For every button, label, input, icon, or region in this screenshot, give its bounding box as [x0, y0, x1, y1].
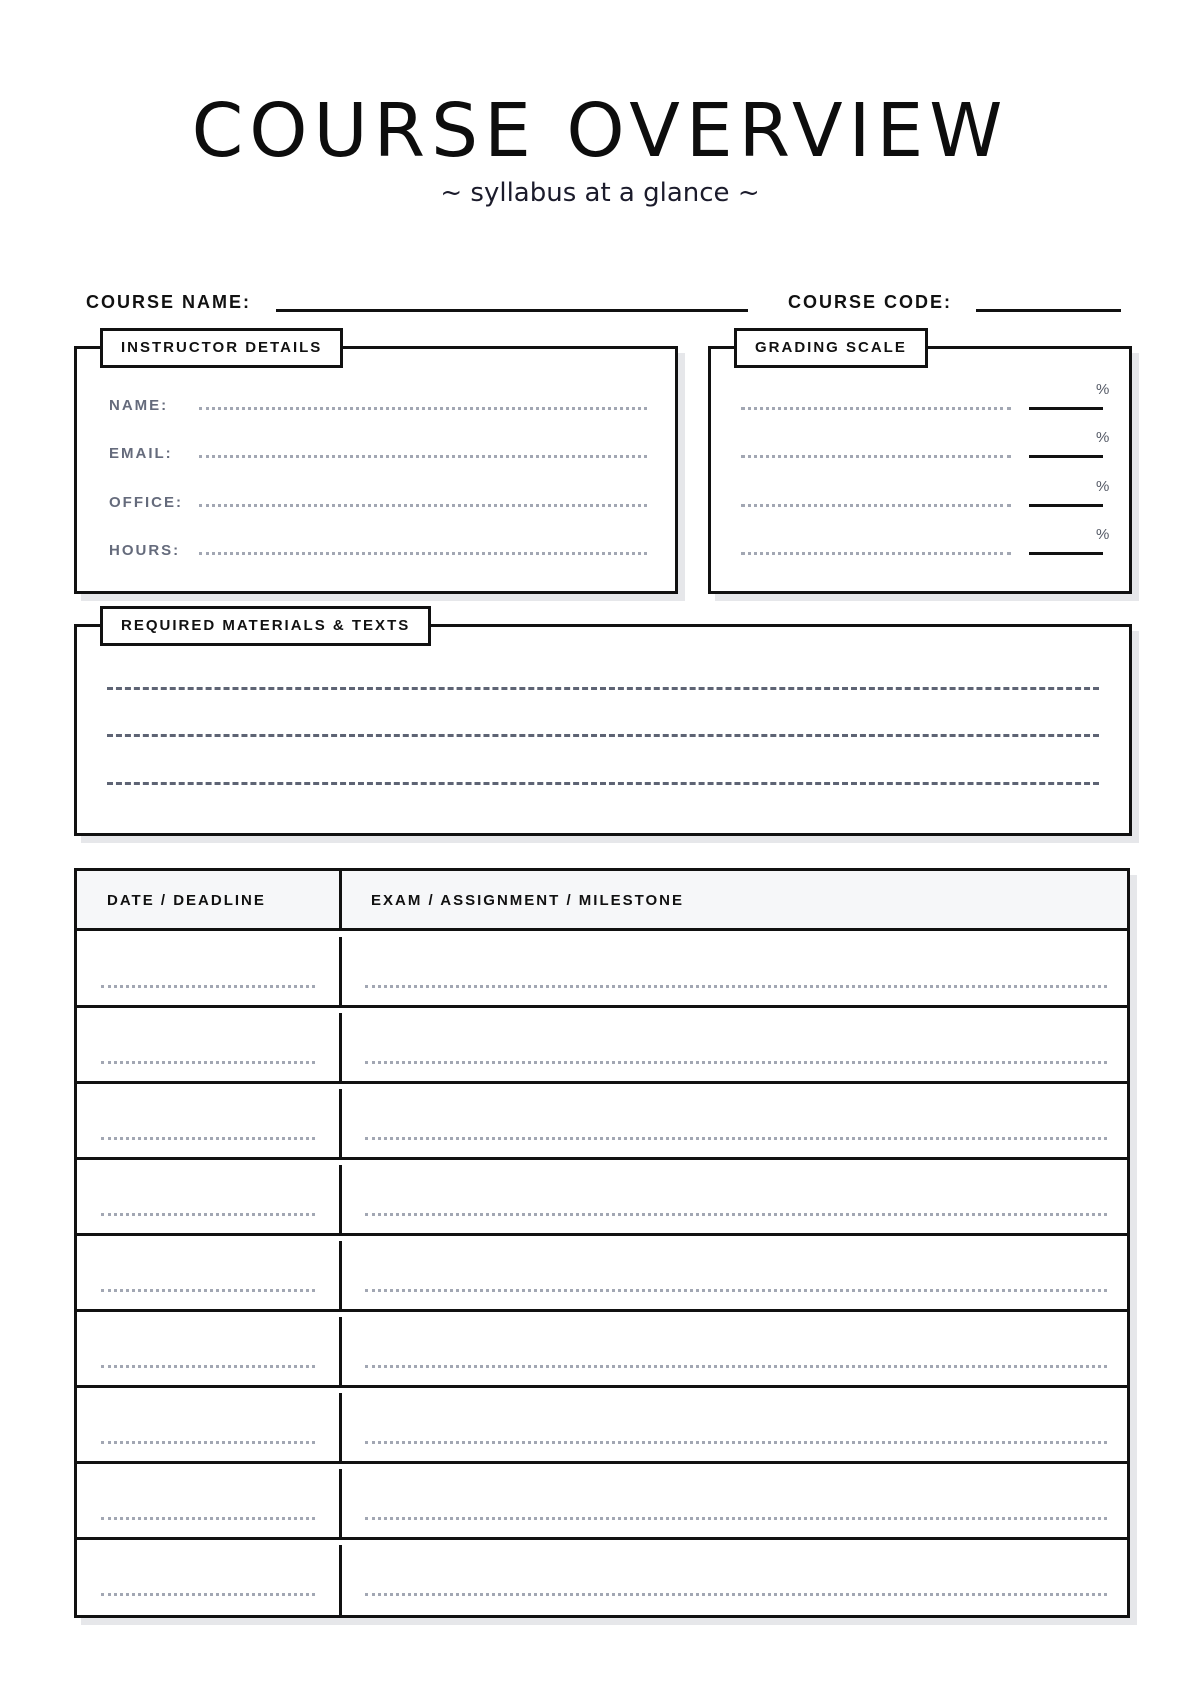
- milestone-field[interactable]: [365, 1517, 1107, 1520]
- percent-symbol: %: [1096, 478, 1110, 495]
- table-row: [77, 1463, 1127, 1539]
- column-divider: [339, 1013, 342, 1083]
- date-deadline-field[interactable]: [101, 1061, 315, 1064]
- milestone-field[interactable]: [365, 1289, 1107, 1292]
- milestone-field[interactable]: [365, 985, 1107, 988]
- milestone-field[interactable]: [365, 1365, 1107, 1368]
- materials-line[interactable]: [107, 687, 1099, 690]
- course-name-label: COURSE NAME:: [86, 292, 252, 312]
- column-divider: [339, 1317, 342, 1387]
- row-separator: [77, 1005, 1127, 1008]
- instructor-email-label: EMAIL:: [109, 445, 173, 462]
- instructor-name-label: NAME:: [109, 397, 169, 414]
- instructor-hours-line[interactable]: [199, 552, 647, 555]
- table-row: [77, 1159, 1127, 1235]
- instructor-name-line[interactable]: [199, 407, 647, 410]
- column-divider: [339, 871, 342, 931]
- table-row: [77, 1235, 1127, 1311]
- column-divider: [339, 1393, 342, 1463]
- row-separator: [77, 1157, 1127, 1160]
- table-row: [77, 1539, 1127, 1615]
- table-row: [77, 1387, 1127, 1463]
- row-separator: [77, 1309, 1127, 1312]
- table-row: [77, 1007, 1127, 1083]
- date-deadline-field[interactable]: [101, 1441, 315, 1444]
- grade-label-line[interactable]: [741, 504, 1011, 507]
- milestone-field[interactable]: [365, 1213, 1107, 1216]
- milestone-field[interactable]: [365, 1137, 1107, 1140]
- percent-symbol: %: [1096, 526, 1110, 543]
- grade-label-line[interactable]: [741, 455, 1011, 458]
- header-exam-assignment-milestone: EXAM / ASSIGNMENT / MILESTONE: [371, 892, 685, 909]
- grade-percent-line[interactable]: [1029, 552, 1103, 555]
- date-deadline-field[interactable]: [101, 1289, 315, 1292]
- row-separator: [77, 1537, 1127, 1540]
- date-deadline-field[interactable]: [101, 1517, 315, 1520]
- grade-label-line[interactable]: [741, 552, 1011, 555]
- date-deadline-field[interactable]: [101, 985, 315, 988]
- header-date-deadline: DATE / DEADLINE: [107, 892, 266, 909]
- column-divider: [339, 1545, 342, 1615]
- column-divider: [339, 1469, 342, 1539]
- percent-symbol: %: [1096, 381, 1110, 398]
- page-title: COURSE OVERVIEW: [191, 88, 1009, 174]
- date-deadline-field[interactable]: [101, 1365, 315, 1368]
- instructor-office-label: OFFICE:: [109, 494, 183, 511]
- required-materials-tab: REQUIRED MATERIALS & TEXTS: [100, 606, 431, 646]
- grade-label-line[interactable]: [741, 407, 1011, 410]
- row-separator: [77, 1081, 1127, 1084]
- milestone-field[interactable]: [365, 1061, 1107, 1064]
- required-materials-box: [74, 624, 1132, 836]
- milestone-field[interactable]: [365, 1441, 1107, 1444]
- date-deadline-field[interactable]: [101, 1137, 315, 1140]
- instructor-hours-label: HOURS:: [109, 542, 181, 559]
- course-code-input-line[interactable]: [976, 309, 1121, 312]
- grade-percent-line[interactable]: [1029, 455, 1103, 458]
- instructor-details-box: [74, 346, 678, 594]
- date-deadline-field[interactable]: [101, 1213, 315, 1216]
- row-separator: [77, 1461, 1127, 1464]
- materials-line[interactable]: [107, 782, 1099, 785]
- column-divider: [339, 1241, 342, 1311]
- table-row: [77, 1083, 1127, 1159]
- column-divider: [339, 937, 342, 1007]
- course-code-label: COURSE CODE:: [788, 292, 953, 312]
- materials-line[interactable]: [107, 734, 1099, 737]
- grade-percent-line[interactable]: [1029, 504, 1103, 507]
- column-divider: [339, 1165, 342, 1235]
- table-header: [77, 871, 1127, 931]
- instructor-office-line[interactable]: [199, 504, 647, 507]
- instructor-email-line[interactable]: [199, 455, 647, 458]
- column-divider: [339, 1089, 342, 1159]
- grading-scale-tab: GRADING SCALE: [734, 328, 928, 368]
- percent-symbol: %: [1096, 429, 1110, 446]
- row-separator: [77, 1385, 1127, 1388]
- table-row: [77, 931, 1127, 1007]
- table-row: [77, 1311, 1127, 1387]
- grading-scale-box: [708, 346, 1132, 594]
- instructor-details-tab: INSTRUCTOR DETAILS: [100, 328, 343, 368]
- milestone-field[interactable]: [365, 1593, 1107, 1596]
- schedule-table: [74, 868, 1130, 1618]
- date-deadline-field[interactable]: [101, 1593, 315, 1596]
- course-name-input-line[interactable]: [276, 309, 748, 312]
- grade-percent-line[interactable]: [1029, 407, 1103, 410]
- page-subtitle: ~ syllabus at a glance ~: [440, 178, 760, 208]
- row-separator: [77, 1233, 1127, 1236]
